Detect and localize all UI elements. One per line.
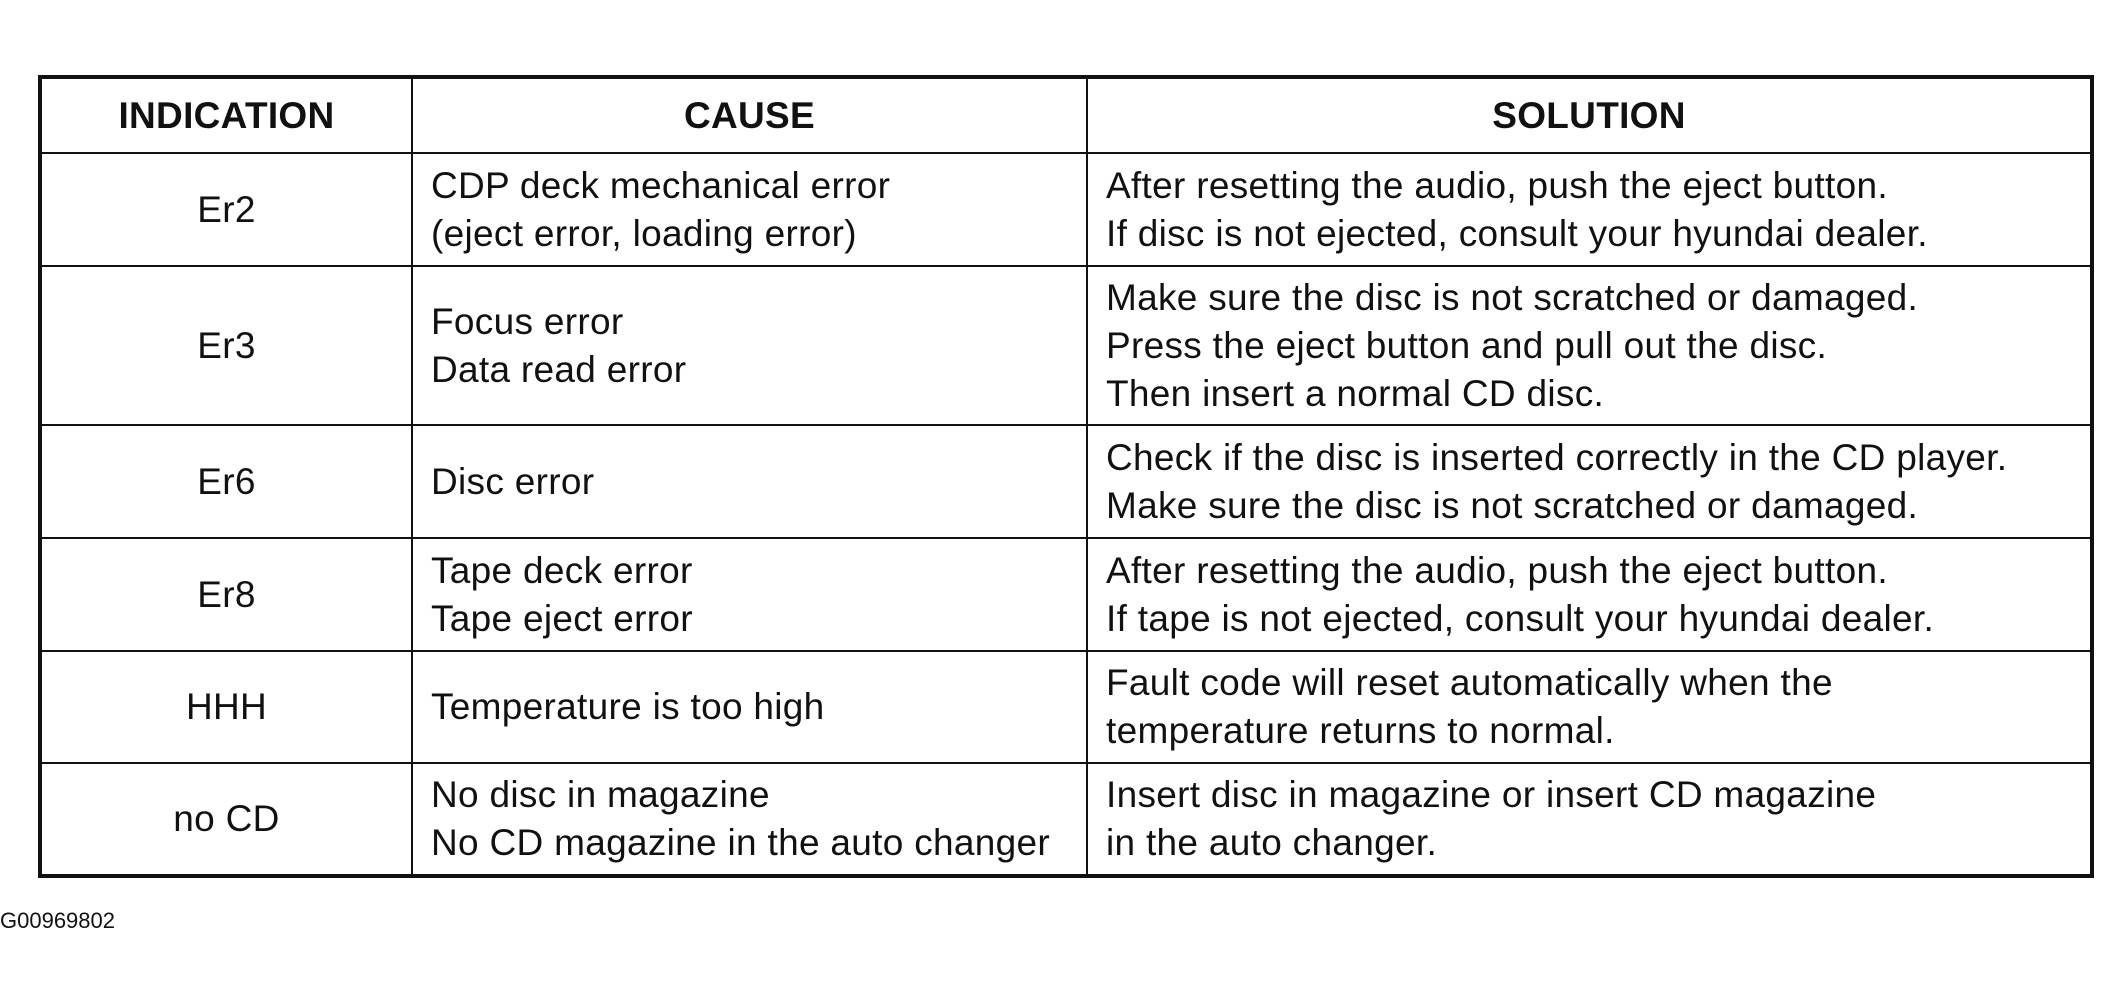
table-row xyxy=(40,651,2092,763)
cause-line: CDP deck mechanical error xyxy=(431,164,891,206)
indication-cell: Er6 xyxy=(40,425,412,538)
cause-cell xyxy=(412,425,1087,538)
solution-cell xyxy=(1087,425,2092,538)
figure-id: G00969802 xyxy=(0,908,115,933)
table-row xyxy=(40,266,2092,425)
table-row xyxy=(40,763,2092,876)
solution-line: If tape is not ejected, consult your hyundai dealer. xyxy=(1106,597,1935,639)
indication-cell: Er3 xyxy=(40,266,412,425)
solution-cell xyxy=(1087,651,2092,763)
solution-line: temperature returns to normal. xyxy=(1106,710,1615,751)
cause-cell xyxy=(412,763,1087,876)
solution-line: Check if the disc is inserted correctly in the CD player. xyxy=(1106,436,2008,478)
indication-cell: Er2 xyxy=(40,153,412,266)
table-row xyxy=(40,153,2092,266)
cause-line: Tape eject error xyxy=(431,597,693,639)
header-indication: INDICATION xyxy=(40,77,412,153)
cause-line: Tape deck error xyxy=(431,549,693,591)
solution-line: Then insert a normal CD disc. xyxy=(1106,372,1605,414)
table-header-row xyxy=(40,77,2092,153)
error-code-table xyxy=(38,75,2094,878)
cause-line: Temperature is too high xyxy=(431,686,825,727)
cause-line: Focus error xyxy=(431,300,624,342)
solution-line: After resetting the audio, push the eject button. xyxy=(1106,164,1888,206)
cause-line: Data read error xyxy=(431,348,687,390)
solution-line: If disc is not ejected, consult your hyundai dealer. xyxy=(1106,212,1928,254)
table-row xyxy=(40,538,2092,651)
indication-cell: no CD xyxy=(40,763,412,876)
solution-line: Insert disc in magazine or insert CD magazine xyxy=(1106,774,1877,815)
cause-line: Disc error xyxy=(431,460,595,502)
header-solution: SOLUTION xyxy=(1087,77,2092,153)
indication-cell: Er8 xyxy=(40,538,412,651)
cause-cell xyxy=(412,538,1087,651)
solution-cell xyxy=(1087,538,2092,651)
table-row xyxy=(40,425,2092,538)
solution-cell xyxy=(1087,763,2092,876)
solution-cell xyxy=(1087,153,2092,266)
indication-cell: HHH xyxy=(40,651,412,763)
solution-line: Make sure the disc is not scratched or damaged. xyxy=(1106,276,1919,318)
solution-line: in the auto changer. xyxy=(1106,822,1438,863)
header-cause: CAUSE xyxy=(412,77,1087,153)
solution-line: Press the eject button and pull out the disc. xyxy=(1106,324,1828,366)
cause-cell xyxy=(412,266,1087,425)
cause-line: No CD magazine in the auto changer xyxy=(431,822,1051,863)
cause-line: No disc in magazine xyxy=(431,774,770,815)
cause-cell xyxy=(412,651,1087,763)
solution-line: Make sure the disc is not scratched or damaged. xyxy=(1106,484,1919,526)
cause-line: (eject error, loading error) xyxy=(431,212,857,254)
solution-line: After resetting the audio, push the eject button. xyxy=(1106,549,1888,591)
error-code-table-container xyxy=(38,75,2090,878)
solution-cell xyxy=(1087,266,2092,425)
cause-cell xyxy=(412,153,1087,266)
solution-line: Fault code will reset automatically when the xyxy=(1106,662,1833,703)
